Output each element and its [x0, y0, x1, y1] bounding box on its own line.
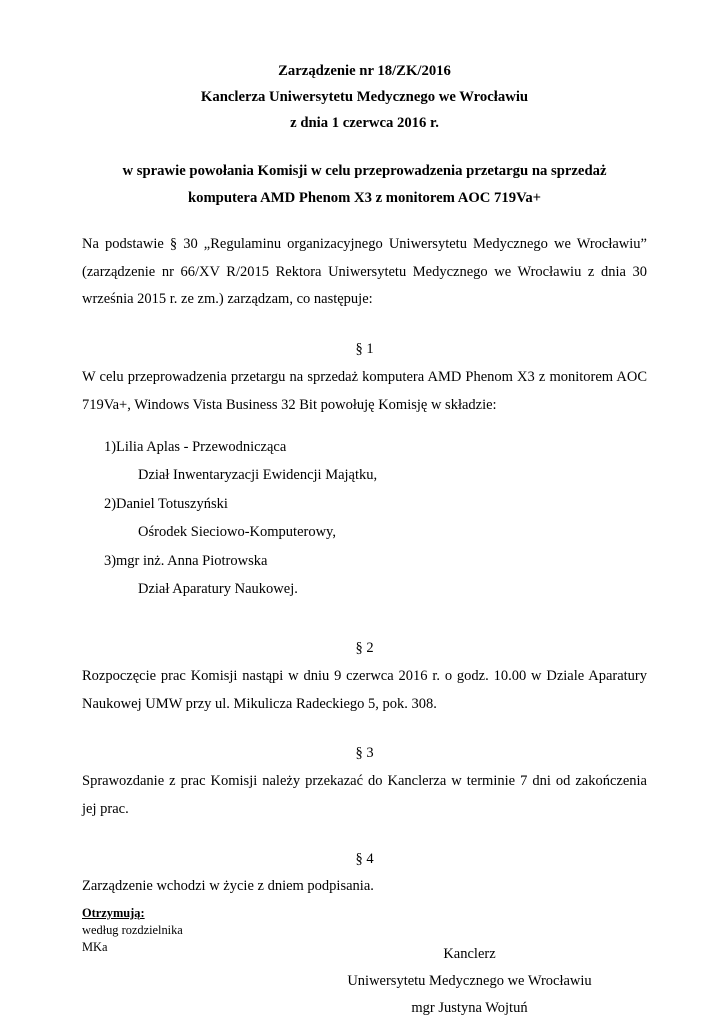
commission-members-list: [82, 434, 647, 603]
list-item: [82, 434, 647, 489]
section-mark-4: § 4: [355, 850, 374, 867]
list-item: [82, 548, 647, 603]
section-3-body: Sprawozdanie z prac Komisji należy przekazać do Kanclerza w terminie 7 dni od zakończenia jej prac.: [82, 773, 647, 817]
section-mark-2: § 2: [355, 640, 374, 657]
section-4-body: Zarządzenie wchodzi w życie z dniem podpisania.: [82, 878, 374, 895]
spacer: [82, 603, 647, 613]
signature-line-1: Kanclerz: [443, 946, 496, 963]
subject-line-2: komputera AMD Phenom X3 z monitorem AOC 719Va+: [187, 189, 542, 206]
member-name: Daniel Totuszyński: [116, 496, 228, 513]
member-name: mgr inż. Anna Piotrowska: [116, 553, 268, 570]
member-number: 1): [104, 438, 117, 455]
distribution-footer: [82, 905, 183, 956]
preamble-paragraph: Na podstawie § 30 „Regulaminu organizacyjnego Uniwersytetu Medycznego we Wrocławiu” (zarządzenie nr 66/XV R/2015 Rektora Uniwersytetu Medycznego we Wrocławiu z dnia 30 września 2015 r. ze zm.) zarządzam, co następuje:: [82, 235, 647, 308]
section-mark-3: § 3: [355, 745, 374, 762]
distribution-line-2: MKa: [82, 939, 108, 954]
member-number: 3): [104, 553, 117, 570]
list-item: [82, 491, 647, 546]
signature-line-2: Uniwersytetu Medycznego we Wrocławiu: [347, 973, 592, 989]
document-subject: [82, 158, 647, 210]
section-mark-1: § 1: [355, 341, 374, 358]
distribution-label: Otrzymują:: [82, 905, 145, 920]
member-name: Lilia Aplas - Przewodnicząca: [116, 438, 287, 455]
document-title: [82, 58, 647, 136]
title-line-3: z dnia 1 czerwca 2016 r.: [290, 115, 439, 132]
signature-line-3: mgr Justyna Wojtuń: [411, 999, 528, 1016]
member-unit: Dział Inwentaryzacji Ewidencji Majątku,: [138, 466, 378, 483]
member-unit: Dział Aparatury Naukowej.: [138, 580, 298, 597]
title-line-1: Zarządzenie nr 18/ZK/2016: [278, 63, 451, 79]
subject-line-1: w sprawie powołania Komisji w celu przeprowadzenia przetargu na sprzedaż: [122, 163, 607, 180]
title-line-2: Kanclerza Uniwersytetu Medycznego we Wrocławiu: [200, 89, 529, 106]
section-1-body: W celu przeprowadzenia przetargu na sprzedaż komputera AMD Phenom X3 z monitorem AOC 719Va+, Windows Vista Business 32 Bit powołuję Komisję w składzie:: [82, 368, 647, 413]
distribution-line-1: według rozdzielnika: [82, 922, 183, 937]
member-number: 2): [104, 496, 117, 513]
document-body: [82, 58, 647, 1022]
member-unit: Ośrodek Sieciowo-Komputerowy,: [138, 523, 336, 540]
section-2-body: Rozpoczęcie prac Komisji nastąpi w dniu 9 czerwca 2016 r. o godz. 10.00 w Dziale Aparatury Naukowej UMW przy ul. Mikulicza Radeckiego 5, pok. 308.: [82, 667, 647, 712]
